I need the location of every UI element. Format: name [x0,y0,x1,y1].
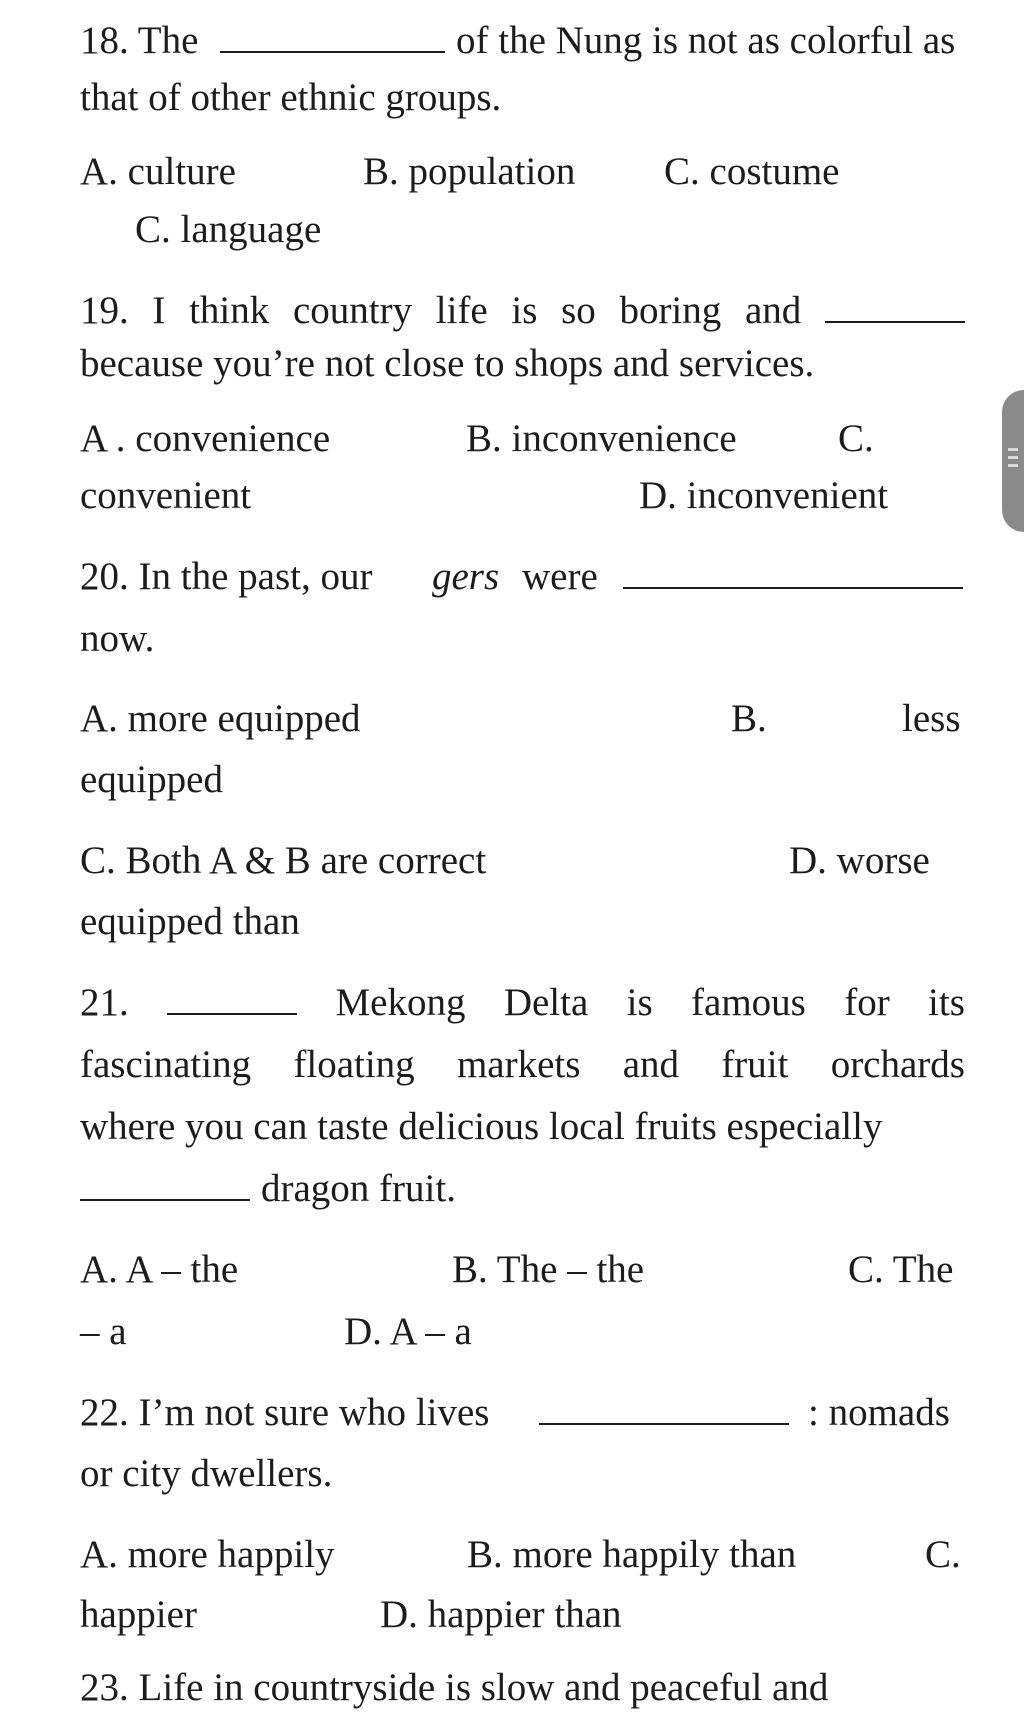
q20-option-d-start: D. worse [789,839,930,882]
q21-word: its [928,981,965,1024]
q19-stem-line1 [80,286,965,336]
q20-option-c: C. Both A & B are correct [80,839,487,882]
q22-options-row1 [80,1530,965,1580]
q23-cutoff-text: 23. Life in countryside is slow and peaceful and [80,1666,829,1709]
scroll-grip-line [1008,464,1018,467]
q20-option-b-label: B. [731,697,767,740]
q20-stem-line2: now. [80,617,155,660]
q19-word: life [435,289,488,332]
q18-options-row2 [80,205,965,255]
q20-options-row1 [80,694,965,744]
q21-word: fascinating [80,1043,252,1086]
q21-word: and [622,1043,679,1086]
q19-options-row2 [80,471,965,521]
q21-word: famous [691,981,806,1024]
q18-options-row [80,147,965,197]
q21-options-row1 [80,1245,965,1295]
q21-stem-line4 [80,1164,965,1214]
q19-option-c-label: C. [838,417,874,460]
q22-option-a: A. more happily [80,1533,335,1576]
q18-option-d: C. language [135,208,322,251]
q20-blank [623,557,963,589]
q18-blank [220,21,445,53]
q20-options-row2: equipped [80,758,223,801]
q22-option-d: D. happier than [380,1593,622,1636]
q22-stem-line1 [80,1388,965,1438]
q21-option-c-end: – a [80,1310,127,1353]
q19-word: I [152,289,166,332]
q20-options-row4: equipped than [80,900,300,943]
q19-options-row [80,414,965,464]
q18-stem-line2: that of other ethnic groups. [80,76,502,119]
q21-blank-1 [167,983,297,1015]
q21-blank-2 [80,1169,250,1201]
scroll-handle[interactable] [1002,390,1024,532]
q22-option-c-label: C. [925,1533,961,1576]
q19-stem-line2: because you’re not close to shops and services. [80,342,815,385]
q21-word: fruit [721,1043,789,1086]
q20-options-row3 [80,836,965,886]
q21-option-c-start: C. The [848,1248,954,1291]
q19-word: think [189,289,270,332]
q22-option-b: B. more happily than [467,1533,797,1576]
q18-option-b: B. population [363,150,576,193]
q22-stem-line2: or city dwellers. [80,1452,333,1495]
q19-word: is [511,289,538,332]
q20-stem-were: were [522,555,598,598]
q21-number: 21. [80,981,129,1024]
q21-option-b: B. The – the [452,1248,645,1291]
q21-stem-line3: where you can taste delicious local fruits especially [80,1105,883,1148]
q18-stem-start: The [137,19,199,62]
q22-blank [539,1393,789,1425]
q19-word: so [561,289,596,332]
q21-word: markets [456,1043,581,1086]
q22-options-row2 [80,1590,965,1640]
q23-cutoff-line [80,1663,965,1709]
q22-stem-end: : nomads [808,1391,950,1434]
q21-word: Mekong [335,981,466,1024]
q21-stem-line2 [80,1040,965,1090]
q20-option-a: A. more equipped [80,697,361,740]
q20-option-b-text: less [902,697,961,740]
scroll-grip-line [1008,456,1018,459]
q19-word: 19. [80,289,129,332]
q22-stem-start: 22. I’m not sure who lives [80,1391,490,1434]
q21-word: orchards [830,1043,965,1086]
q18-number: 18. [80,19,129,62]
q20-stem-start: 20. In the past, our [80,555,373,598]
q21-word: floating [293,1043,415,1086]
scroll-grip-line [1008,448,1018,451]
q19-word: country [292,289,413,332]
q21-option-a: A. A – the [80,1248,239,1291]
q19-option-d: D. inconvenient [639,474,889,517]
q21-word: is [626,981,653,1024]
q19-option-c-text: convenient [80,474,252,517]
q22-option-c-text: happier [80,1593,197,1636]
q21-word: for [844,981,890,1024]
q19-word: boring [619,289,722,332]
q18-stem-end: of the Nung is not as colorful as [456,19,956,62]
q21-option-d: D. A – a [344,1310,472,1353]
q21-word: Delta [503,981,589,1024]
q21-options-row2 [80,1307,965,1357]
q18-option-a: A. culture [80,150,236,193]
q18-stem-line1 [80,16,965,66]
q20-stem-line1 [80,552,965,602]
q19-option-b: B. inconvenience [466,417,737,460]
q21-stem-end: dragon fruit. [261,1167,456,1210]
q20-stem-italic: gers [432,555,500,598]
q19-option-a: A . convenience [80,417,331,460]
q21-stem-line1 [80,978,965,1028]
q18-option-c: C. costume [664,150,840,193]
q19-blank [825,291,965,323]
q19-word: and [744,289,802,332]
